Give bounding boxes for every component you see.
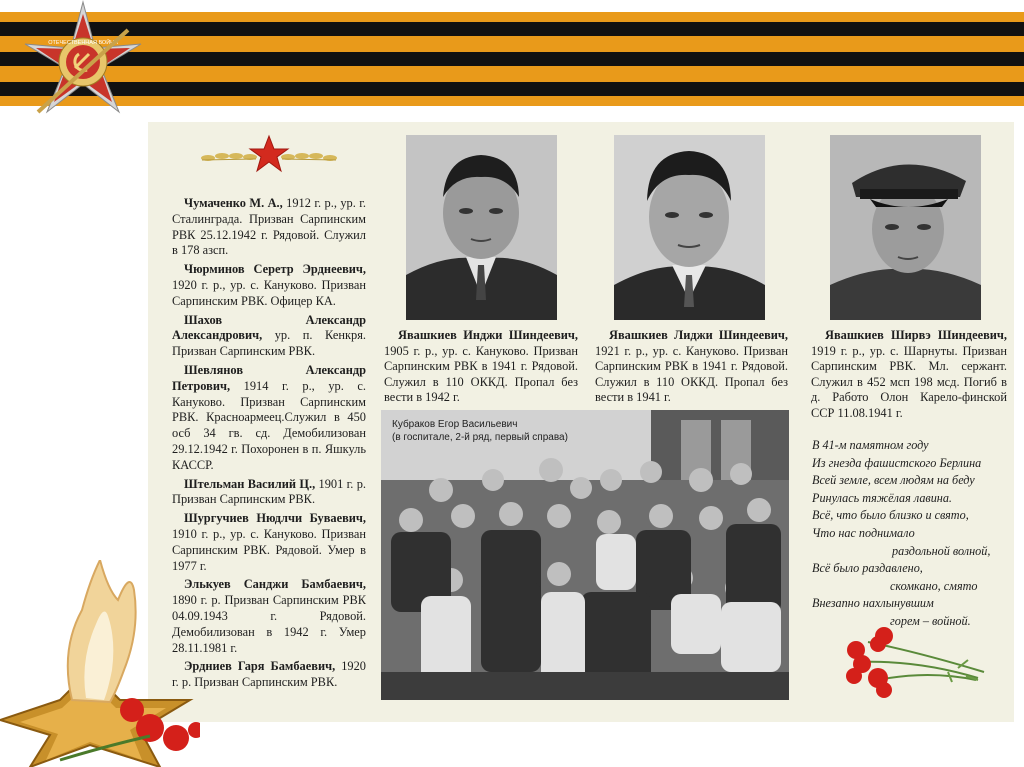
bio-name: Чумаченко М. А., xyxy=(184,196,283,210)
bio-name: Чюрминов Серетр Эрднеевич, xyxy=(184,262,366,277)
carnations-icon xyxy=(838,622,988,702)
bio-text: 1890 г. р. Призван Сарпинским РВК 04.09.1943 г. Рядовой. Демобилизован в 1942 г. Умер 28.11.1981 г. xyxy=(172,593,366,655)
poem-line: Внезапно нахлынувшим xyxy=(812,596,934,611)
bio-text: 1910 г. р., ур. с. Кануково. Призван Сарпинским РВК. Рядовой. Умер в 1977 г. xyxy=(172,526,366,573)
portrait-name: Явашкиев Ширвэ Шиндеевич, xyxy=(825,328,1007,342)
poem-line: Из гнезда фашистского Берлина xyxy=(812,455,982,470)
laurel-star-icon xyxy=(194,134,344,174)
portrait-image xyxy=(830,135,981,320)
poem-line: горем – войной. xyxy=(890,613,971,628)
bio-entry xyxy=(172,262,366,309)
bio-name: Шевлянов Александр Петрович, xyxy=(172,362,366,393)
poem-line: Всё было раздавлено, xyxy=(812,561,923,576)
bio-entry xyxy=(172,196,366,259)
bio-entry xyxy=(172,511,366,574)
bio-text: ур. п. Кенкря. Призван Сарпинским РВК. xyxy=(172,328,366,359)
poem-line: раздольной волной, xyxy=(892,543,991,558)
bio-entry xyxy=(172,363,366,474)
bio-text: 1920 г. р. Призван Сарпинским РВК. xyxy=(172,659,366,690)
bio-text: 1920 г. р., ур. с. Кануково. Призван Сарпинским РВК. Офицер КА. xyxy=(172,277,366,308)
portrait-photo xyxy=(614,135,765,320)
bio-entry xyxy=(172,577,366,656)
portrait-caption xyxy=(384,328,578,406)
group-photo xyxy=(381,410,789,700)
group-photo-caption xyxy=(392,418,568,444)
portrait-image xyxy=(406,135,557,320)
bio-name: Элькуев Санджи Бамбаевич, xyxy=(184,577,366,592)
portrait-name: Явашкиев Инджи Шиндеевич, xyxy=(398,328,578,342)
portrait-text: 1919 г. р., ур. с. Шарнуты. Призван Сарпинским РВК. Мл. сержант. Служил в 452 мсп 198 мсд. Погиб в д. Работо Олон Карело-финской ССР 11.08.1941 г. xyxy=(811,343,1007,420)
poem-line: Всё, что было близко и свято, xyxy=(812,508,969,523)
bio-name: Штельман Василий Ц., xyxy=(184,476,316,491)
ribbon-stripe xyxy=(0,82,1024,96)
bio-text: 1914 г. р., ур. с. Кануково. Призван Сарпинским РВК. Красноармеец.Служил в 450 осб 34 гв. сд. Демобилизован 29.12.1942 г. Похоронен в п. Яшкуль КАССР. xyxy=(172,378,366,472)
poem-line: Что нас поднимало xyxy=(812,525,915,540)
poem-line: Всей земле, всем людям на беду xyxy=(812,473,975,488)
order-patriotic-war-icon xyxy=(18,0,148,130)
portrait-text: 1905 г. р., ур. с. Кануково. Призван Сарпинским РВК в 1941 г. Рядовой. Служил в 110 ОККД. Пропал без вести в 1942 г. xyxy=(384,343,578,405)
poem-line: Ринулась тяжёлая лавина. xyxy=(812,490,952,505)
ribbon-stripe xyxy=(0,22,1024,36)
portrait-photo xyxy=(830,135,981,320)
bio-entry xyxy=(172,659,366,691)
group-photo-image xyxy=(381,410,789,700)
group-caption-line: (в госпитале, 2-й ряд, первый справа) xyxy=(392,432,568,443)
bio-name: Эрдниев Гаря Бамбаевич, xyxy=(184,659,336,674)
bio-text: 1912 г. р., ур. г. Сталинграда. Призван Сарпинским РВК 25.12.1942 г. Рядовой. Служил в 178 азсп. xyxy=(172,196,366,258)
poem xyxy=(812,437,990,631)
portrait-name: Явашкиев Лиджи Шиндеевич, xyxy=(609,328,788,342)
portrait-text: 1921 г. р., ур. с. Кануково. Призван Сарпинским РВК в 1941 г. Рядовой. Служил в 110 ОККД. Пропал без вести в 1941 г. xyxy=(595,343,788,405)
portrait-photo xyxy=(406,135,557,320)
eternal-flame-icon xyxy=(0,560,200,767)
poem-line: скомкано, смято xyxy=(890,578,978,593)
bio-entry xyxy=(172,477,366,509)
biography-list xyxy=(172,196,366,694)
portrait-caption xyxy=(595,328,788,406)
portrait-caption xyxy=(811,328,1007,422)
ribbon-stripe xyxy=(0,52,1024,66)
poem-line: В 41-м памятном году xyxy=(812,438,929,452)
portrait-image xyxy=(614,135,765,320)
bio-text: 1901 г. р. Призван Сарпинским РВК. xyxy=(172,476,366,507)
group-caption-line: Кубраков Егор Васильевич xyxy=(392,419,518,430)
bio-name: Шургучиев Нюдлчи Буваевич, xyxy=(184,511,366,526)
order-badge-text: ОТЕЧЕСТВЕННАЯ ВОЙНА xyxy=(48,40,118,46)
bio-entry xyxy=(172,313,366,360)
bio-name: Шахов Александр Александрович, xyxy=(172,312,366,343)
st-george-ribbon xyxy=(0,12,1024,106)
